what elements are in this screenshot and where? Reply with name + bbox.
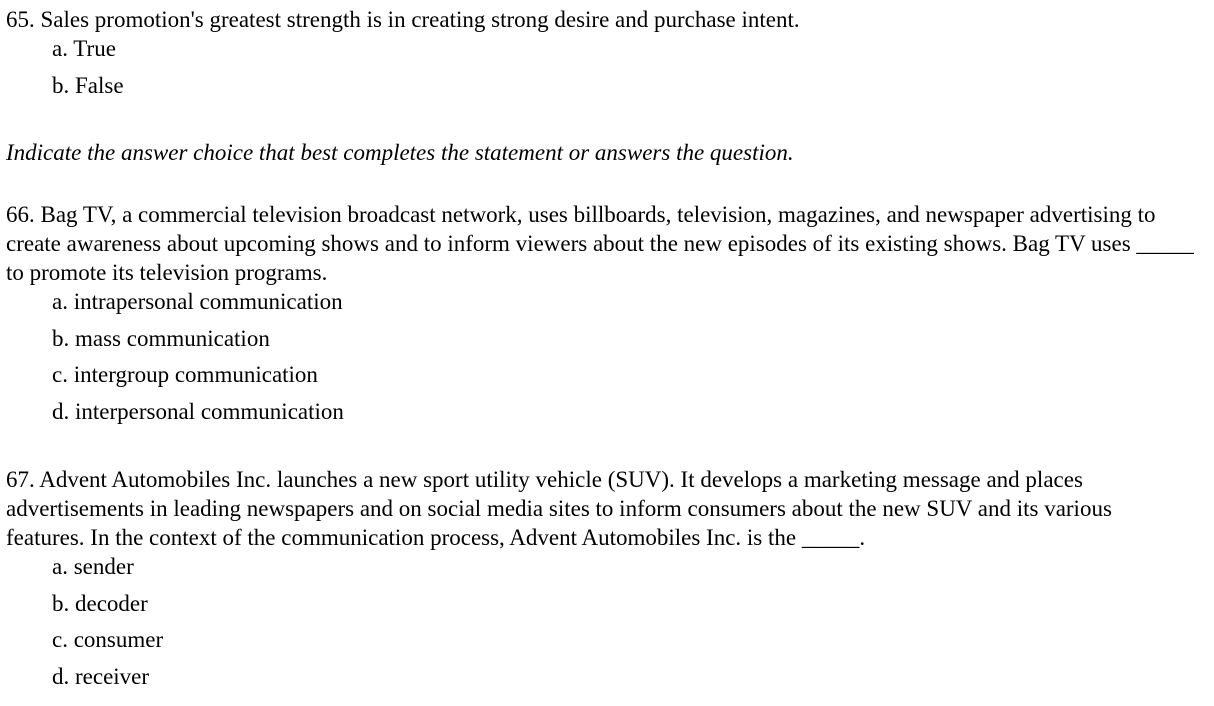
question-67 bbox=[6, 465, 1214, 698]
question-stem bbox=[6, 465, 1214, 552]
answer-option-d[interactable]: d. interpersonal communication bbox=[52, 398, 344, 424]
answer-option-d[interactable]: d. receiver bbox=[52, 663, 150, 689]
question-stem-line: features. In the context of the communication process, Advent Automobiles Inc. is the _____. bbox=[6, 525, 866, 550]
question-stem: 66. Bag TV, a commercial television broadcast network, uses billboards, television, magazines, and newspaper advertising to create awareness about upcoming shows and to inform viewers about the new episodes of its existing shows. Bag TV uses _____ to promote its television programs. bbox=[6, 202, 1194, 285]
answer-option-a[interactable]: a. True bbox=[52, 36, 116, 61]
question-66 bbox=[6, 200, 1214, 433]
question-stem-line: 67. Advent Automobiles Inc. launches a new sport utility vehicle (SUV). It develops a marketing message and places bbox=[6, 467, 1083, 492]
section-instruction: Indicate the answer choice that best completes the statement or answers the question. bbox=[6, 140, 794, 165]
answer-option-c[interactable]: c. consumer bbox=[52, 627, 164, 652]
question-stem: 65. Sales promotion's greatest strength is in creating strong desire and purchase intent. bbox=[6, 7, 800, 32]
answer-option-b[interactable]: b. mass communication bbox=[52, 325, 270, 351]
answer-option-c[interactable]: c. intergroup communication bbox=[52, 362, 318, 387]
answer-option-a[interactable]: a. sender bbox=[52, 554, 134, 579]
question-stem-line: advertisements in leading newspapers and on social media sites to inform consumers about the new SUV and its various bbox=[6, 496, 1112, 521]
answer-option-b[interactable]: b. False bbox=[52, 72, 124, 98]
answer-option-a[interactable]: a. intrapersonal communication bbox=[52, 289, 343, 314]
answer-option-b[interactable]: b. decoder bbox=[52, 590, 148, 616]
question-65 bbox=[6, 5, 1214, 107]
